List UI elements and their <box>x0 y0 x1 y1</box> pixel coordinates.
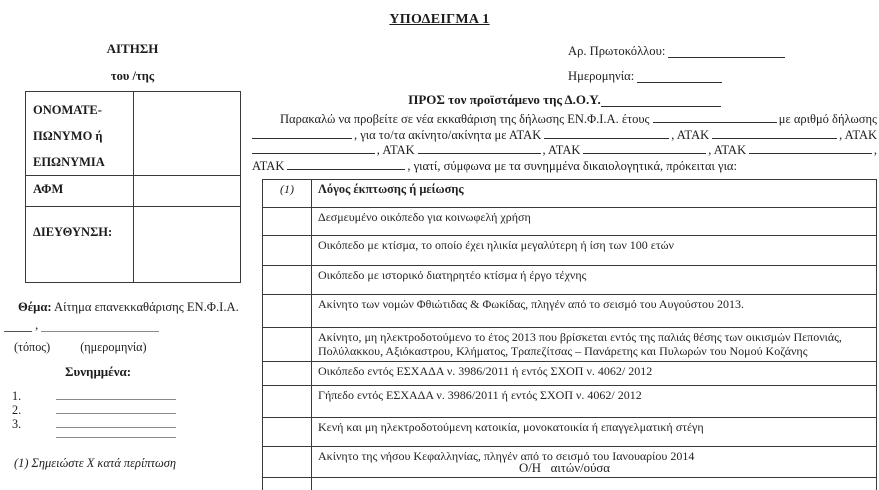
mark-cell <box>263 295 312 328</box>
reason-column-header: Λόγος έκπτωσης ή μείωσης <box>312 180 877 208</box>
list-item <box>12 417 202 431</box>
request-text: , ΑΤΑΚ <box>376 143 415 157</box>
atak-blank <box>252 153 375 154</box>
declaration-number-blank <box>252 138 352 139</box>
mark-cell <box>263 478 312 490</box>
afm-label: ΑΦΜ <box>26 176 134 207</box>
date-label: Ημερομηνία: <box>568 69 635 83</box>
reason-cell <box>312 478 877 490</box>
footnote: (1) Σημειώστε Χ κατά περίπτωση <box>14 456 177 470</box>
table-row <box>26 176 241 207</box>
protocol-blank <box>668 54 785 58</box>
date-field <box>568 69 722 84</box>
table-row <box>263 295 877 328</box>
name-label: ΟΝΟΜΑΤΕ-ΠΩΝΥΜΟ ή ΕΠΩΝΥΜΙΑ <box>26 92 134 176</box>
request-text: , ΑΤΑΚ <box>839 127 877 142</box>
item-number: 3. <box>12 417 22 431</box>
reason-cell: Κενή και μη ηλεκτροδοτούμενη κατοικία, μονοκατοικία ή επαγγελματική στέγη <box>312 418 877 447</box>
mark-cell <box>263 236 312 266</box>
table-row <box>263 362 877 386</box>
list-item <box>12 403 202 417</box>
attachments-list <box>12 389 202 451</box>
reason-cell: Ακίνητο των νομών Φθιώτιδας & Φωκίδας, πληγέν από το σεισμό του Αυγούστου 2013. <box>312 295 877 328</box>
reason-cell: Ακίνητο, μη ηλεκτροδοτούμενο το έτος 2013 που βρίσκεται εντός της παλιάς θέσης των οικισμών Πεπονιάς, Πολύλακκου, Αξιόκαστρου, Κλήματος, Τραπεζίτσας – Πανάρετης και Πυλωρών του Νομού Κοζάνης <box>312 328 877 362</box>
protocol-label: Αρ. Πρωτοκόλλου: <box>568 44 666 58</box>
reason-table <box>262 179 877 490</box>
request-text: με αριθμό δήλωσης <box>778 112 877 126</box>
application-heading <box>25 41 240 84</box>
attachment-blank <box>56 437 176 438</box>
reason-cell: Οικόπεδο με ιστορικό διατηρητέο κτίσμα ή έργο τέχνης <box>312 266 877 295</box>
atak-blank <box>544 138 669 139</box>
request-text: , ΑΤΑΚ <box>708 143 747 157</box>
addressee-line <box>252 92 877 108</box>
table-row <box>26 92 241 176</box>
item-number: 2. <box>12 403 22 417</box>
reason-cell: Ακίνητο της νήσου Κεφαλληνίας, πληγέν από το σεισμό του Ιανουαρίου 2014 <box>312 447 877 478</box>
request-line-2 <box>252 128 877 144</box>
mark-cell <box>263 208 312 236</box>
signature-line: Ο/Η αιτών/ούσα <box>518 461 611 475</box>
addressee-label: ΠΡΟΣ τον προϊστάμενο της Δ.Ο.Υ. <box>408 92 601 107</box>
atak-blank <box>418 153 541 154</box>
table-row <box>263 418 877 447</box>
place-date-labels <box>14 340 147 355</box>
request-text: , γιατί, σύμφωνα με τα συνημμένα δικαιολογητικά, πρόκειται για: <box>407 158 737 173</box>
reason-cell: Δεσμευμένο οικόπεδο για κοινωφελή χρήση <box>312 208 877 236</box>
request-line-1 <box>252 112 877 128</box>
list-item <box>12 437 202 451</box>
request-line-4 <box>252 159 877 175</box>
date-blank <box>637 79 722 83</box>
subject-text: Αίτημα επανεκκαθάρισης ΕΝ.Φ.Ι.Α. <box>54 300 239 314</box>
atak-blank <box>583 153 706 154</box>
atak-blank <box>287 169 405 170</box>
date-written-label: (ημερομηνία) <box>80 340 147 354</box>
mark-cell <box>263 266 312 295</box>
table-row <box>263 328 877 362</box>
table-row <box>263 386 877 418</box>
mark-cell <box>263 418 312 447</box>
table-header-row <box>263 180 877 208</box>
mark-cell <box>263 386 312 418</box>
applicant-table <box>25 91 241 283</box>
application-title: ΑΙΤΗΣΗ <box>106 41 159 56</box>
request-text: , για το/τα ακίνητο/ακίνητα με ΑΤΑΚ <box>354 127 542 142</box>
mark-cell <box>263 362 312 386</box>
attachment-blank <box>56 427 176 428</box>
request-line-3 <box>252 143 877 159</box>
mark-cell <box>263 328 312 362</box>
atak-blank <box>749 153 872 154</box>
subject-line <box>18 300 239 315</box>
address-value-cell <box>133 207 241 283</box>
table-row <box>26 207 241 283</box>
reason-cell: Οικόπεδο με κτίσμα, το οποίο έχει ηλικία μεγαλύτερη ή ίση των 100 ετών <box>312 236 877 266</box>
table-row <box>263 478 877 490</box>
request-text: ΑΤΑΚ <box>252 158 285 173</box>
protocol-field <box>568 44 785 59</box>
date-written-blank <box>41 328 159 332</box>
reason-cell: Γήπεδο εντός ΕΣΧΑΔΑ ν. 3986/2011 ή εντός ΣΧΟΠ ν. 4062/ 2012 <box>312 386 877 418</box>
doy-blank <box>601 103 721 107</box>
place-blank <box>4 328 32 332</box>
reason-cell: Οικόπεδο εντός ΕΣΧΑΔΑ ν. 3986/2011 ή εντός ΣΧΟΠ ν. 4062/ 2012 <box>312 362 877 386</box>
application-subtitle: του /της <box>110 69 155 83</box>
name-value-cell <box>133 92 241 176</box>
subject-label: Θέμα: <box>18 300 52 314</box>
attachment-blank <box>56 399 176 400</box>
request-text: , ΑΤΑΚ <box>542 143 581 157</box>
attachments-heading: Συνημμένα: <box>65 364 132 379</box>
place-date-blanks <box>4 318 159 333</box>
place-label: (τόπος) <box>14 340 51 354</box>
item-number: 1. <box>12 389 22 403</box>
table-row <box>263 236 877 266</box>
mark-column-header: (1) <box>263 180 312 208</box>
request-text: , ΑΤΑΚ <box>671 127 710 142</box>
address-label: ΔΙΕΥΘΥΝΣΗ: <box>26 207 134 283</box>
table-row <box>263 208 877 236</box>
request-text: , <box>873 143 877 157</box>
request-text: Παρακαλώ να προβείτε σε νέα εκκαθάριση της δήλωσης ΕΝ.Φ.Ι.Α. έτους <box>280 112 650 126</box>
afm-value-cell <box>133 176 241 207</box>
list-item <box>12 389 202 403</box>
table-row <box>263 266 877 295</box>
form-title: ΥΠΟΔΕΙΓΜΑ 1 <box>389 12 490 27</box>
request-paragraph <box>252 112 877 174</box>
comma-separator: , <box>35 318 39 332</box>
attachment-blank <box>56 413 176 414</box>
year-blank <box>653 122 777 123</box>
atak-blank <box>712 138 837 139</box>
